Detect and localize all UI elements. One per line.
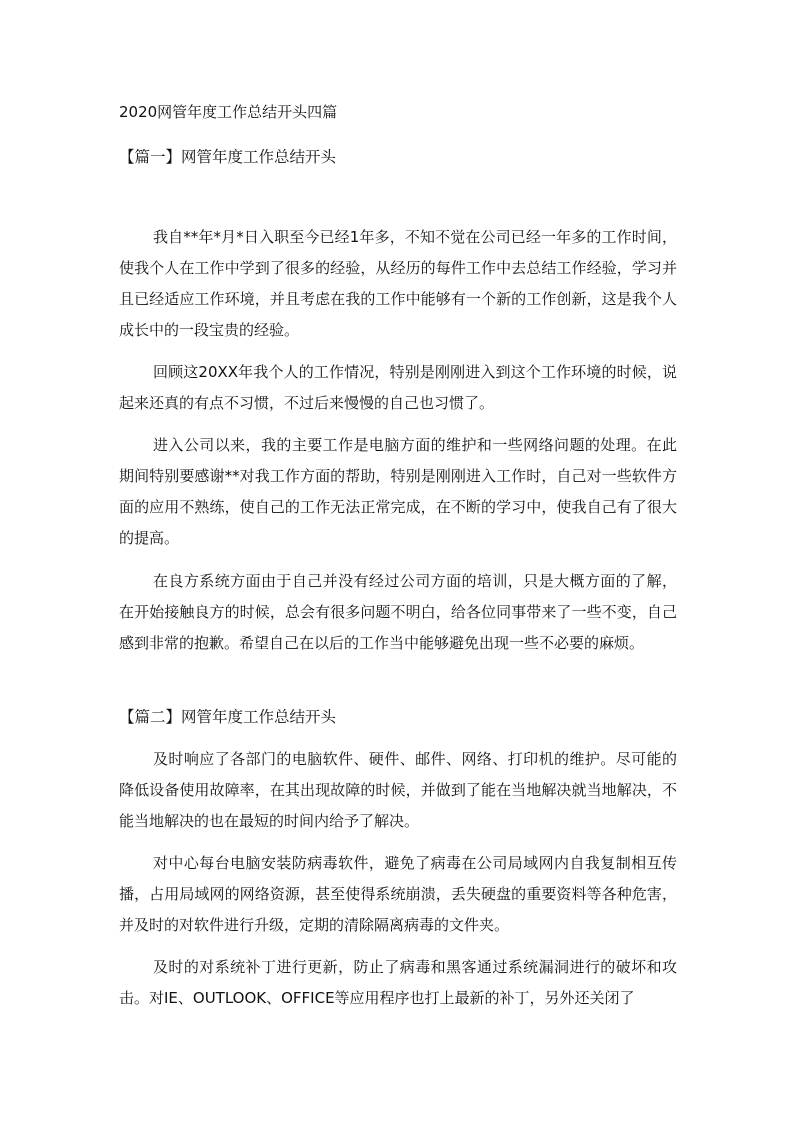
paragraph: 我自**年*月*日入职至今已经1年多，不知不觉在公司已经一年多的工作时间，使我个人在工作中学到了很多的经验，从经历的每件工作中去总结工作经验，学习并且已经适应工作环境，并且考虑在我的工作中能够有一个新的工作创新，这是我个人成长中的一段宝贵的经验。 [119, 228, 677, 339]
paragraph: 及时响应了各部门的电脑软件、硬件、邮件、网络、打印机的维护。尽可能的降低设备使用故障率，在其出现故障的时候，并做到了能在当地解决就当地解决，不能当地解决的也在最短的时间内给予了解决。 [119, 750, 677, 830]
section-heading-2: 【篇二】网管年度工作总结开头 [119, 708, 337, 726]
paragraph: 进入公司以来，我的主要工作是电脑方面的维护和一些网络问题的处理。在此期间特别要感谢**对我工作方面的帮助，特别是刚刚进入工作时，自己对一些软件方面的应用不熟练，使自己的工作无法正常完成，在不断的学习中，使我自己有了很大的提高。 [119, 436, 677, 547]
section-heading-1: 【篇一】网管年度工作总结开头 [119, 148, 337, 166]
paragraph: 及时的对系统补丁进行更新，防止了病毒和黑客通过系统漏洞进行的破坏和攻击。对IE、OUTLOOK、OFFICE等应用程序也打上最新的补丁，另外还关闭了 [119, 958, 677, 1007]
paragraph: 对中心每台电脑安装防病毒软件，避免了病毒在公司局域网内自我复制相互传播，占用局域网的网络资源，甚至使得系统崩溃，丢失硬盘的重要资料等各种危害，并及时的对软件进行升级，定期的清除隔离病毒的文件夹。 [119, 854, 677, 934]
paragraph: 回顾这20XX年我个人的工作情况，特别是刚刚进入到这个工作环境的时候，说起来还真的有点不习惯，不过后来慢慢的自己也习惯了。 [119, 363, 677, 412]
paragraph: 在良方系统方面由于自己并没有经过公司方面的培训，只是大概方面的了解，在开始接触良方的时候，总会有很多问题不明白，给各位同事带来了一些不变，自己感到非常的抱歉。希望自己在以后的工作当中能够避免出现一些不必要的麻烦。 [119, 572, 677, 652]
document-title: 2020网管年度工作总结开头四篇 [119, 103, 338, 121]
